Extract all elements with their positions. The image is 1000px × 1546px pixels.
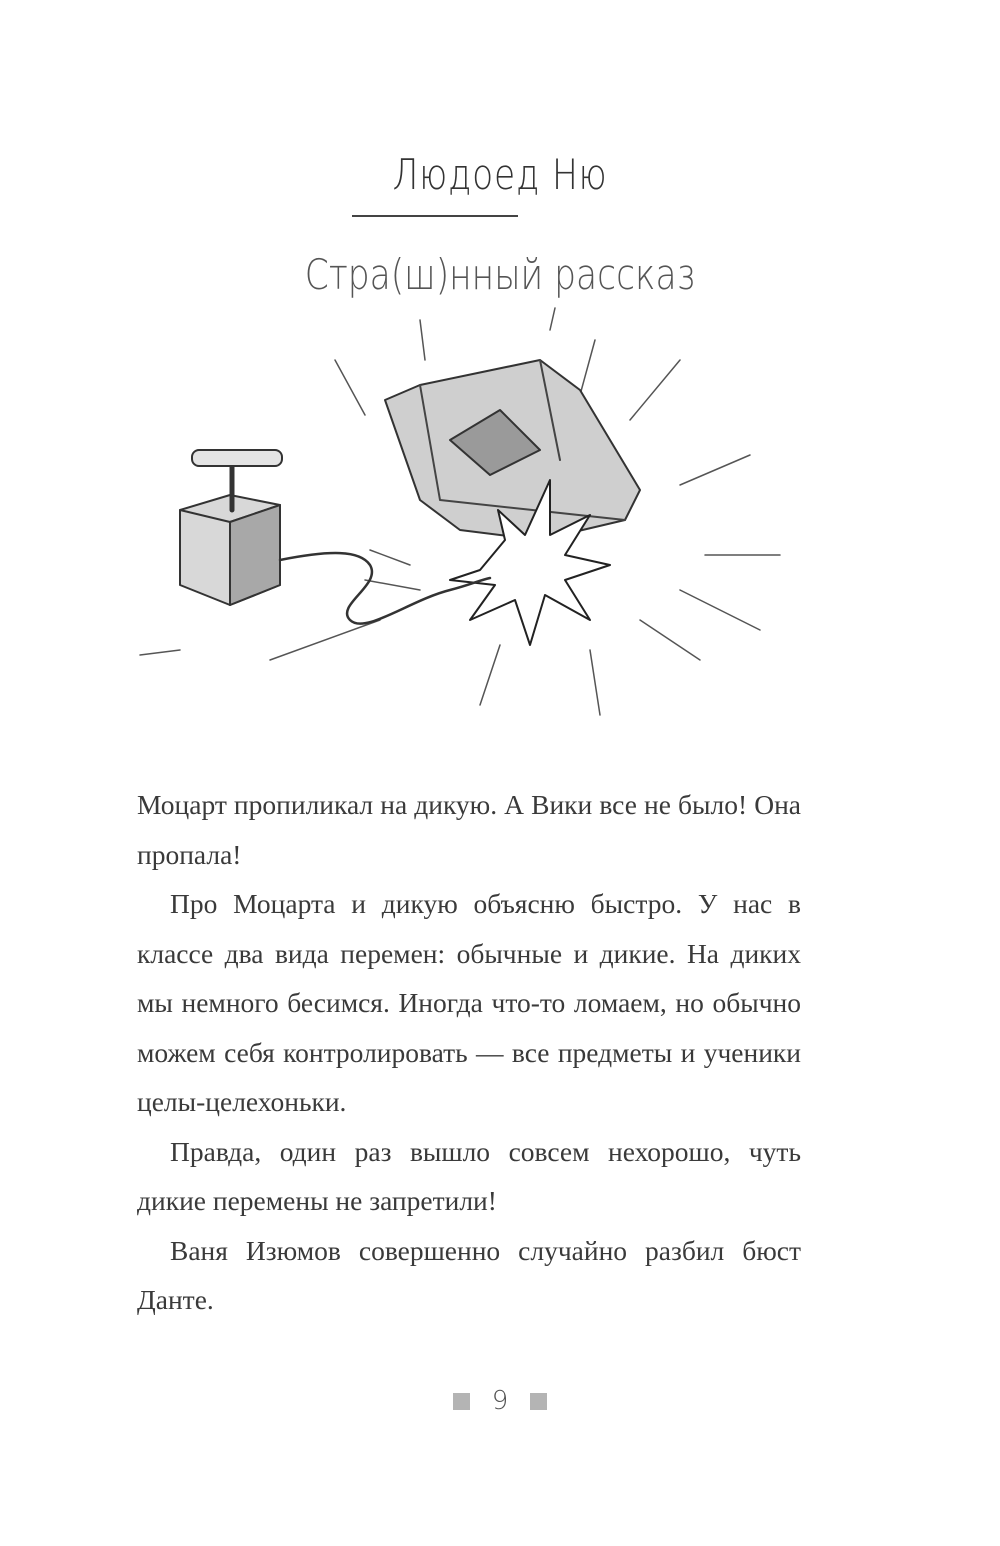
body-text [137,780,801,1325]
paragraph: Про Моцарта и дикую объясню быстро. У нас в классе два вида перемен: обычные и дикие. На диких мы немного бесимся. Иногда что-то ломаем, но обычно можем себя контролировать — все предметы и ученики целы-целехоньки. [137,888,801,1117]
story-title: Стра(ш)нный рассказ [304,250,696,299]
paragraph: Правда, один раз вышло совсем нехорошо, чуть дикие перемены не запретили! [137,1135,801,1216]
author-title: Людоед Ню [392,150,608,199]
square-ornament-icon [530,1393,547,1410]
paragraph: Ваня Изюмов совершенно случайно разбил бюст Данте. [137,1234,801,1315]
title-divider [352,215,518,217]
square-ornament-icon [453,1393,470,1410]
paragraph: Моцарт пропиликал на дикую. А Вики все не было! Она пропала! [137,789,801,870]
page-number: 9 [491,1386,509,1416]
explosion-illustration [120,300,820,720]
page-footer [0,1386,1000,1416]
